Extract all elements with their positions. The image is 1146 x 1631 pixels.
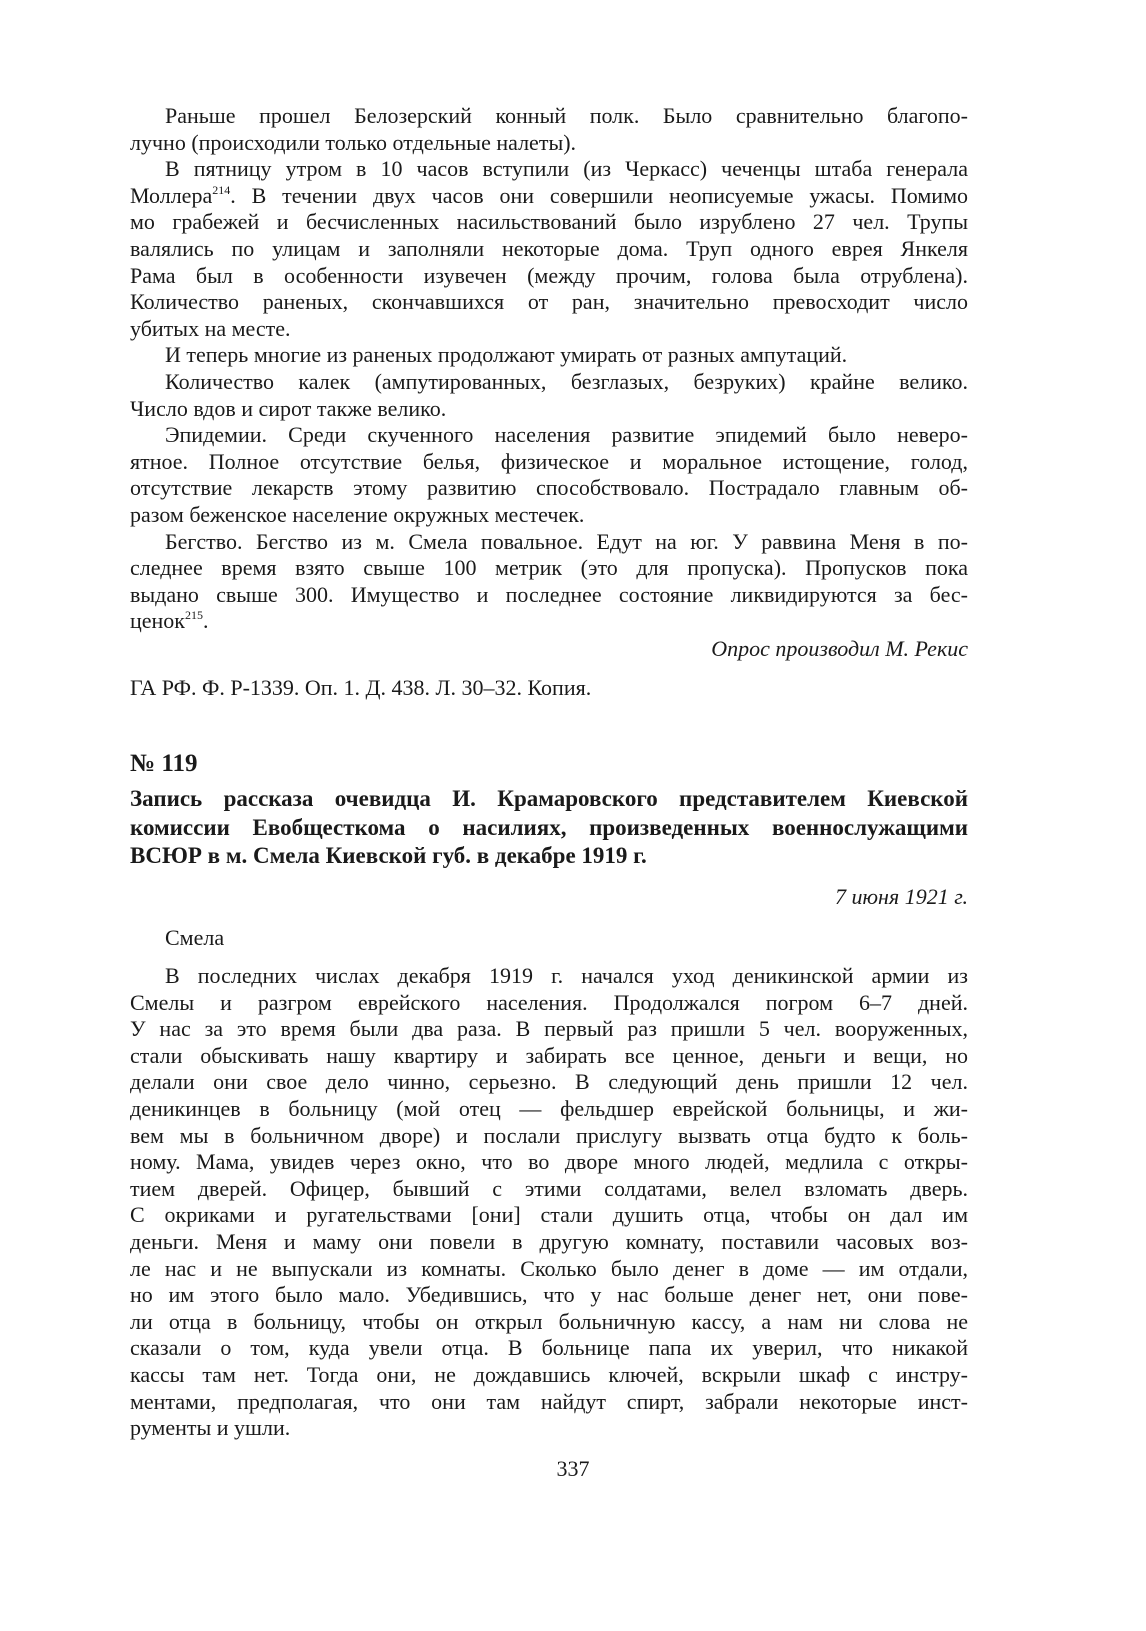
interviewer-signature: Опрос производил М. Рекис bbox=[711, 636, 968, 661]
text-line: но им этого было мало. Убедившись, что у нас больше денег нет, они пове- bbox=[130, 1282, 968, 1308]
text-line: тием дверей. Офицер, бывший с этими солдатами, велел взломать дверь. bbox=[130, 1175, 968, 1201]
text-line: У нас за это время были два раза. В первый раз пришли 5 чел. вооруженных, bbox=[130, 1016, 968, 1042]
document-body bbox=[130, 963, 968, 1442]
page-number: 337 bbox=[556, 1456, 590, 1481]
text-line: Рама был в особенности изувечен (между прочим, голова была отрублена). bbox=[130, 262, 968, 288]
text-line: убитых на месте. bbox=[130, 315, 291, 341]
text-line: отсутствие лекарств этому развитию способствовало. Пострадало главным об- bbox=[130, 475, 968, 501]
text-line: Эпидемии. Среди скученного населения развитие эпидемий было неверо- bbox=[165, 422, 968, 448]
text-line: ятное. Полное отсутствие белья, физическое и моральное истощение, голод, bbox=[130, 448, 968, 474]
text-line: ле нас и не выпускали из комнаты. Сколько было денег в доме — им отдали, bbox=[130, 1255, 968, 1281]
text-line: рументы и ушли. bbox=[130, 1415, 291, 1441]
text-line bbox=[130, 183, 968, 210]
document-number: № 119 bbox=[130, 750, 198, 777]
title-line: Запись рассказа очевидца И. Крамаровского представителем Киевской bbox=[130, 786, 968, 811]
text-line bbox=[130, 608, 968, 635]
text-line: ментами, предполагая, что они там найдут спирт, забрали некоторые инст- bbox=[130, 1388, 968, 1414]
text-line: Количество калек (ампутированных, безглазых, безруких) крайне велико. bbox=[165, 368, 968, 394]
text-line: валялись по улицам и заполняли некоторые дома. Труп одного еврея Янкеля bbox=[130, 235, 968, 261]
text-line: В последних числах декабря 1919 г. начался уход деникинской армии из bbox=[165, 963, 968, 988]
text-line: мо грабежей и бесчисленных насильствований было изрублено 27 чел. Трупы bbox=[130, 209, 968, 235]
title-line: комиссии Евобщесткома о насилиях, произведенных военнослужащими bbox=[130, 814, 968, 840]
text-line: следнее время взято свыше 100 метрик (это для пропуска). Пропусков пока bbox=[130, 555, 968, 581]
text-line: делали они свое дело чинно, серьезно. В следующий день пришли 12 чел. bbox=[130, 1069, 968, 1095]
text-line: Раньше прошел Белозерский конный полк. Было сравнительно благопо- bbox=[165, 103, 968, 128]
text-line: вем мы в больничном дворе) и послали прислугу вызвать отца будто к боль- bbox=[130, 1122, 968, 1148]
text-line: выдано свыше 300. Имущество и последнее состояние ликвидируются за бес- bbox=[130, 581, 968, 607]
text-segment: ценок bbox=[130, 608, 185, 634]
text-line: Число вдов и сирот также велико. bbox=[130, 395, 447, 421]
text-line: Смелы и разгром еврейского населения. Продолжался погром 6–7 дней. bbox=[130, 989, 968, 1015]
text-segment: . В течении двух часов они совершили неописуемые ужасы. Помимо bbox=[230, 182, 968, 208]
archive-source: ГА РФ. Ф. Р-1339. Оп. 1. Д. 438. Л. 30–32. Копия. bbox=[130, 675, 592, 700]
text-line: С окриками и ругательствами [они] стали душить отца, чтобы он дал им bbox=[130, 1202, 968, 1228]
text-line: ли отца в больницу, чтобы он открыл больничную кассу, а нам ни слова не bbox=[130, 1308, 968, 1334]
text-line: В пятницу утром в 10 часов вступили (из Черкасс) чеченцы штаба генерала bbox=[165, 156, 968, 182]
text-line: стали обыскивать нашу квартиру и забирать все ценное, деньги и вещи, но bbox=[130, 1042, 968, 1068]
document-place: Смела bbox=[165, 925, 225, 950]
text-line: Бегство. Бегство из м. Смела повальное. Едут на юг. У раввина Меня в по- bbox=[165, 528, 968, 554]
footnote-ref[interactable]: 215 bbox=[185, 608, 203, 623]
text-line: лучно (происходили только отдельные налеты). bbox=[130, 129, 577, 155]
text-line: ному. Мама, увидев через окно, что во дворе много людей, медлила с откры- bbox=[130, 1149, 968, 1175]
text-line: Количество раненых, скончавшихся от ран, значительно превосходит число bbox=[130, 289, 968, 315]
title-line: ВСЮР в м. Смела Киевской губ. в декабре 1919 г. bbox=[130, 843, 647, 868]
text-line: деньги. Меня и маму они повели в другую комнату, поставили часовых воз- bbox=[130, 1228, 968, 1254]
text-segment: Моллера bbox=[130, 182, 213, 208]
text-line: сказали о том, куда увели отца. В больнице папа их уверил, что никакой bbox=[130, 1335, 968, 1361]
previous-document-body bbox=[130, 103, 968, 635]
document-title bbox=[130, 785, 968, 871]
text-line: разом беженское население окружных местечек. bbox=[130, 501, 585, 527]
text-segment: . bbox=[203, 608, 209, 634]
document-date: 7 июня 1921 г. bbox=[835, 884, 968, 909]
text-line: деникинцев в больницу (мой отец — фельдшер еврейской больницы, и жи- bbox=[130, 1095, 968, 1121]
text-line: И теперь многие из раненых продолжают умирать от разных ампутаций. bbox=[165, 342, 848, 368]
footnote-ref[interactable]: 214 bbox=[212, 182, 231, 197]
text-line: кассы там нет. Тогда они, не дождавшись ключей, вскрыли шкаф с инстру- bbox=[130, 1361, 968, 1387]
